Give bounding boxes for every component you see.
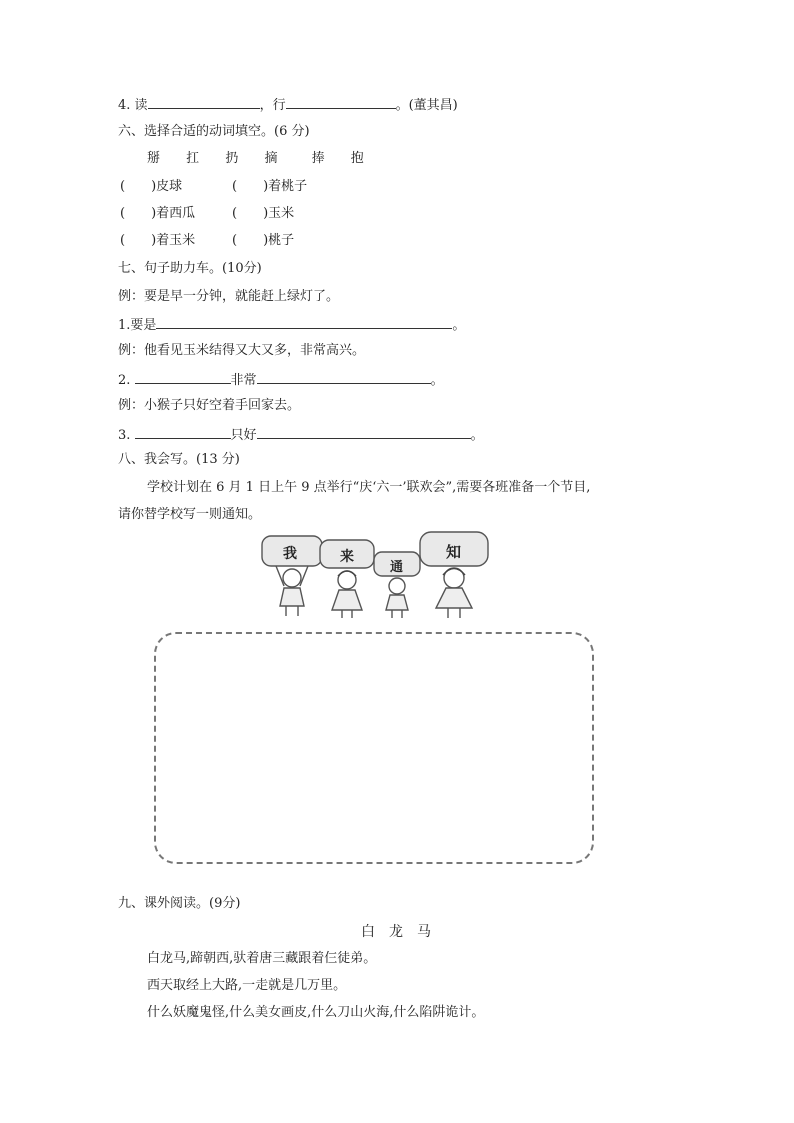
section8-prompt-line-2: 请你替学校写一则通知。 <box>118 507 262 522</box>
q2-blank-2[interactable] <box>257 371 431 384</box>
poem-title: 白 龙 马 <box>361 924 431 940</box>
sign-char: 来 <box>340 549 354 565</box>
verb-option: 扛 <box>186 151 200 166</box>
notice-writing-area[interactable] <box>154 632 594 864</box>
sign-char: 我 <box>283 546 297 562</box>
q3-prefix: 3. <box>118 428 131 443</box>
verb-option: 摘 <box>264 151 278 166</box>
verb-option: 抱 <box>350 151 364 166</box>
section6-title: 六、选择合适的动词填空。(6 分) <box>118 124 310 139</box>
q2-mid: 非常 <box>230 373 257 388</box>
q1-prefix: 1.要是 <box>118 318 157 333</box>
fill-item[interactable]: ( )玉米 <box>232 206 295 221</box>
verb-option: 捧 <box>311 151 325 166</box>
q3-blank-2[interactable] <box>257 426 471 439</box>
q4-number: 4. <box>118 98 131 113</box>
q4-line <box>118 96 458 114</box>
sign-char: 通 <box>390 560 404 575</box>
poem-line: 白龙马,蹄朝西,驮着唐三藏跟着仨徒弟。 <box>147 951 377 966</box>
fill-item[interactable]: ( )着桃子 <box>232 179 308 194</box>
q3-end: 。 <box>470 428 484 443</box>
q2-end: 。 <box>430 373 444 388</box>
fill-item[interactable]: ( )桃子 <box>232 233 295 248</box>
section8-prompt-line-1: 学校计划在 6 月 1 日上午 9 点举行“庆‘六一’联欢会”,需要各班准备一个节目, <box>147 480 591 495</box>
section9-title: 九、课外阅读。(9分) <box>118 896 241 911</box>
q2-blank-1[interactable] <box>135 371 231 384</box>
section7-q3 <box>118 426 484 444</box>
section7-q1 <box>118 316 465 334</box>
verb-option: 扔 <box>225 151 239 166</box>
section7-example-1: 例：要是早一分钟，就能赶上绿灯了。 <box>118 289 340 304</box>
section7-q2 <box>118 371 444 389</box>
section6-row-3 <box>120 233 294 249</box>
q4-comma: ，行 <box>259 98 286 113</box>
q4-blank-1[interactable] <box>148 96 260 109</box>
section6-row-2 <box>120 206 294 222</box>
sign-char: 知 <box>446 543 462 561</box>
q3-mid: 只好 <box>230 428 257 443</box>
q1-end: 。 <box>452 318 466 333</box>
q1-blank[interactable] <box>156 316 452 329</box>
fill-item[interactable]: ( )着西瓜 <box>120 206 196 221</box>
section6-row-1 <box>120 179 307 195</box>
children-notice-illustration <box>258 530 498 620</box>
q4-blank-2[interactable] <box>286 96 396 109</box>
poem-line: 什么妖魔鬼怪,什么美女画皮,什么刀山火海,什么陷阱诡计。 <box>147 1005 485 1020</box>
section7-title: 七、句子助力车。(10分) <box>118 261 262 276</box>
q4-read: 读 <box>134 98 148 113</box>
section6-verb-list <box>147 151 386 167</box>
section7-example-3: 例：小猴子只好空着手回家去。 <box>118 398 301 413</box>
verb-option: 掰 <box>147 151 161 166</box>
section8-title: 八、我会写。(13 分) <box>118 452 240 467</box>
fill-item[interactable]: ( )皮球 <box>120 179 183 194</box>
poem-line: 西天取经上大路,一走就是几万里。 <box>147 978 347 993</box>
q2-prefix: 2. <box>118 373 131 388</box>
fill-item[interactable]: ( )着玉米 <box>120 233 196 248</box>
q4-end: 。(董其昌) <box>395 98 458 113</box>
section7-example-2: 例：他看见玉米结得又大又多，非常高兴。 <box>118 343 366 358</box>
q3-blank-1[interactable] <box>135 426 231 439</box>
